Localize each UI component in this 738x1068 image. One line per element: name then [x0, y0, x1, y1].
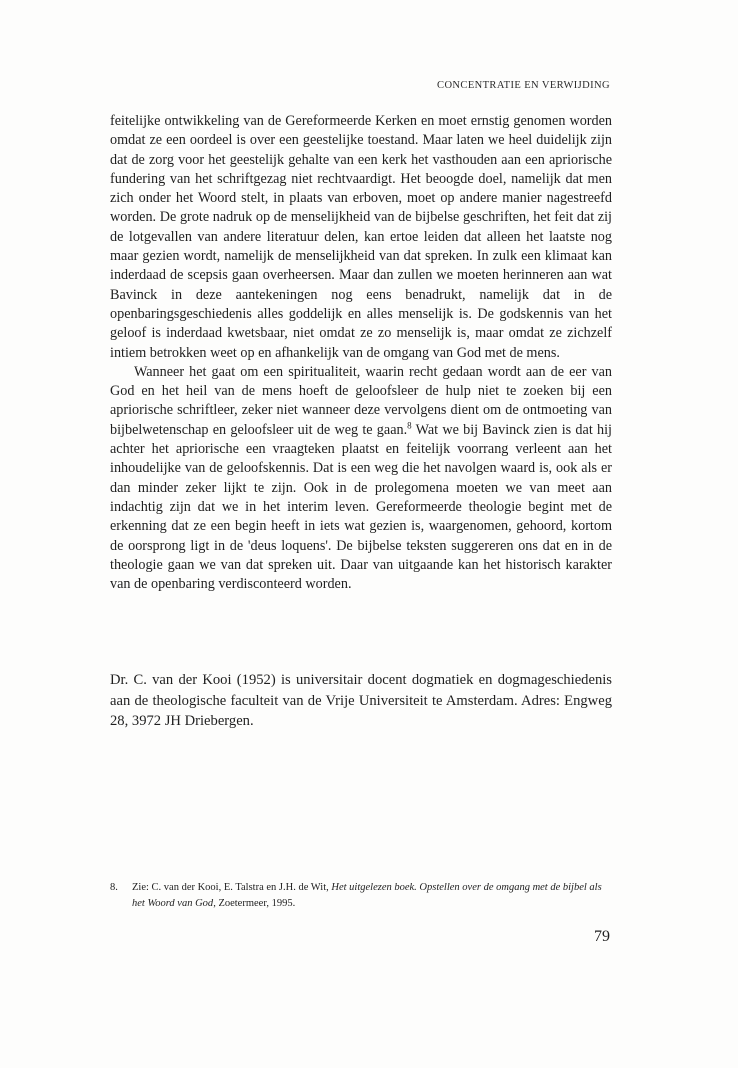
paragraph-2: [110, 363, 612, 595]
footnote-number: 8.: [110, 882, 118, 893]
footnote-prefix: Zie: C. van der Kooi, E. Talstra en J.H. de Wit,: [132, 882, 332, 893]
body-text: [110, 112, 612, 594]
page-number: 79: [594, 928, 610, 945]
footnote: [110, 880, 612, 911]
paragraph-2-text-before-note: Wanneer het gaat om een spiritualiteit, waarin recht gedaan wordt aan de eer van God en het heil van de mens hoeft de geloofsleer de hulp niet te zoeken bij een apriorische schriftleer, zeker niet wanneer deze vervolgens dient om de ontmoeting van bijbelwetenschap en geloofsleer uit de weg te gaan.: [110, 363, 612, 438]
footnote-suffix: , Zoetermeer, 1995.: [213, 897, 296, 909]
footnote-title: Het uitgelezen boek. Opstellen over de omgang met de bijbel als het Woord van God: [132, 882, 602, 909]
footnote-reference: 8: [407, 420, 412, 431]
paragraph-2-text-after-note: Wat we bij Bavinck zien is dat hij achter het apriorische een vraagteken plaatst en feitelijk voorrang verleent aan het inhoudelijke van de geloofskennis. Dat is een weg die het navolgen waard is, ook als er dan minder zeker lijkt te zijn. Ook in de prolegomena moeten we van meet aan indachtig zijn dat we in het interim leven. Gereformeerde theologie begint met de erkenning dat ze een begin heeft in iets wat gezien is, waargenomen, gehoord, kortom de oorsprong ligt in de 'deus loquens'. De bijbelse teksten suggereren ons dat en in de theologie gaan we van dat spreken uit. Daar van uitgaande kan het historisch karakter van de openbaring verdisconteerd worden.: [110, 421, 612, 593]
running-head: CONCENTRATIE EN VERWIJDING: [437, 80, 610, 91]
author-bio: Dr. C. van der Kooi (1952) is universitair docent dogmatiek en dogmageschiedenis aan de theologische faculteit van de Vrije Universiteit te Amsterdam. Adres: Engweg 28, 3972 JH Driebergen.: [110, 672, 612, 730]
paragraph-1: feitelijke ontwikkeling van de Gereformeerde Kerken en moet ernstig genomen worden omdat ze een oordeel is over een geestelijke toestand. Maar laten we heel duidelijk zijn dat de zorg voor het geestelijk gehalte van een kerk het vasthouden aan een apriorische fundering van het schriftgezag niet rechtvaardigt. Het beoogde doel, namelijk dat men zich onder het Woord stelt, in plaats van erboven, moet op andere manier nagestreefd worden. De grote nadruk op de menselijkheid van de bijbelse geschriften, het feit dat zij de lotgevallen van andere literatuur delen, kan ertoe leiden dat alleen het laatste nog maar gezien wordt, namelijk de menselijkheid van dat spreken. In zulk een klimaat kan inderdaad de scepsis gaan overheersen. Maar dan zullen we moeten herinneren aan wat Bavinck in deze aantekeningen nog eens benadrukt, namelijk dat in de openbaringsgeschiedenis alles goddelijk en alles menselijk is. De godskennis van het geloof is inderdaad kwetsbaar, niet omdat ze zo menselijk is, maar omdat ze zichzelf intiem betrokken weet op en afhankelijk van de omgang van God met de mens.: [110, 113, 612, 361]
footnote-text: [132, 880, 612, 911]
